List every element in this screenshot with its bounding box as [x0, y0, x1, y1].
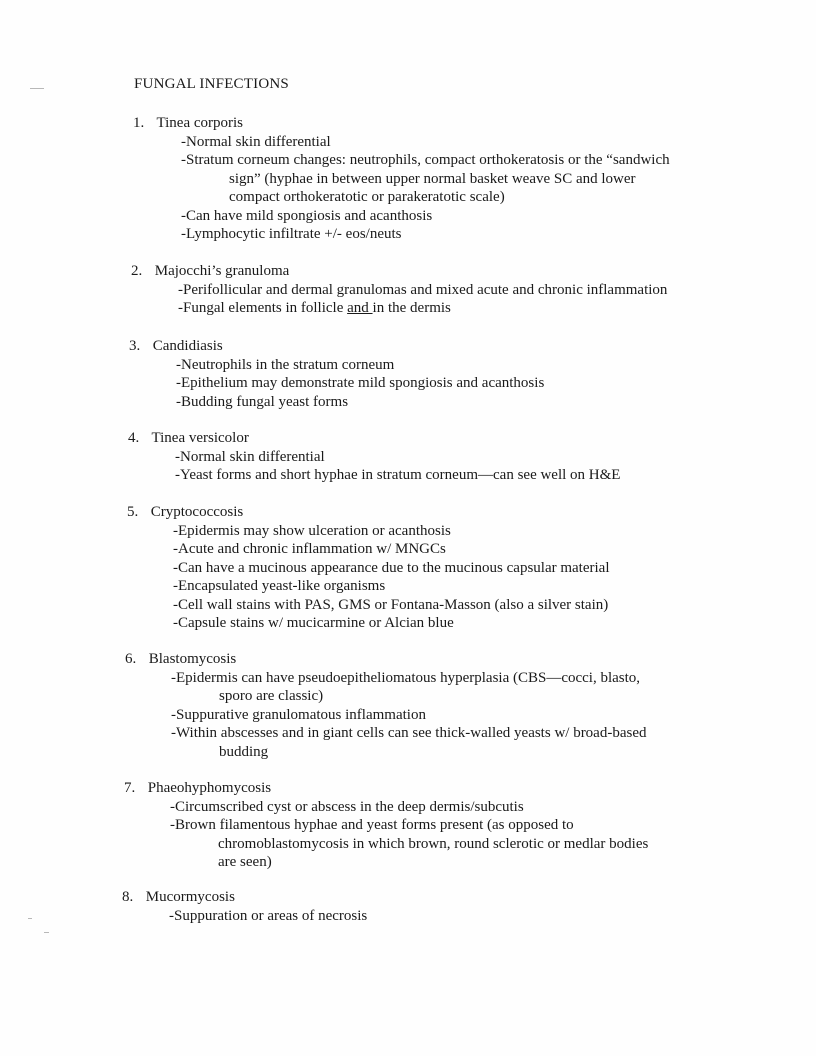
bullet-continuation: are seen) [218, 854, 272, 870]
section-title: Tinea versicolor [151, 430, 249, 446]
bullet-line: -Epidermis can have pseudoepitheliomatous hyperplasia (CBS—cocci, blasto, [171, 669, 641, 686]
bullet-list [128, 448, 620, 485]
bullet-line: -Budding fungal yeast forms [176, 393, 349, 410]
section-heading [128, 429, 620, 448]
bullet-line: -Epidermis may show ulceration or acanthosis [173, 522, 451, 539]
section-title: Majocchi’s granuloma [154, 263, 290, 279]
underlined-text: and [347, 300, 373, 316]
bullet-list [133, 133, 670, 244]
bullet-text: -Fungal elements in follicle [178, 300, 348, 316]
section-heading [124, 779, 648, 798]
section-tinea-versicolor [128, 429, 620, 485]
bullet-line: -Brown filamentous hyphae and yeast forms present (as opposed to [170, 817, 574, 833]
section-heading [129, 337, 544, 356]
section-title: Candidiasis [152, 338, 223, 354]
bullet-list [127, 522, 610, 633]
section-title: Mucormycosis [145, 889, 235, 905]
section-phaeohyphomycosis [124, 779, 648, 872]
bullet-line: -Lymphocytic infiltrate +/- eos/neuts [181, 226, 402, 242]
section-tinea-corporis [133, 114, 670, 244]
section-number: 7. [124, 780, 136, 796]
section-number: 6. [125, 651, 137, 667]
section-number: 8. [122, 889, 134, 905]
section-number: 3. [129, 338, 141, 354]
bullet-text: in the dermis [372, 300, 451, 316]
bullet-line: -Capsule stains w/ mucicarmine or Alcian blue [173, 615, 454, 631]
section-cryptococcosis [127, 503, 610, 633]
bullet-line: -Stratum corneum changes: neutrophils, compact orthokeratosis or the “sandwich [181, 152, 670, 168]
bullet-list [124, 798, 648, 872]
section-title: Tinea corporis [156, 115, 244, 131]
bullet-list [129, 356, 544, 412]
bullet-continuation: sign” (hyphae in between upper normal basket weave SC and lower [229, 170, 636, 187]
scan-speck [28, 918, 32, 919]
bullet-continuation: budding [219, 743, 269, 760]
document-title: FUNGAL INFECTIONS [134, 76, 289, 92]
bullet-line: -Acute and chronic inflammation w/ MNGCs [173, 541, 446, 557]
section-majocchis-granuloma [131, 262, 667, 318]
section-title: Blastomycosis [148, 651, 237, 667]
section-heading [133, 114, 670, 133]
bullet-line: -Perifollicular and dermal granulomas and mixed acute and chronic inflammation [178, 281, 668, 298]
scan-speck [30, 88, 44, 89]
bullet-continuation: chromoblastomycosis in which brown, round sclerotic or medlar bodies [218, 835, 649, 852]
bullet-line: -Encapsulated yeast-like organisms [173, 578, 386, 594]
bullet-line: -Neutrophils in the stratum corneum [176, 356, 395, 373]
bullet-line: -Cell wall stains with PAS, GMS or Fontana-Masson (also a silver stain) [173, 596, 609, 613]
section-blastomycosis [125, 650, 647, 761]
section-mucormycosis [122, 888, 367, 925]
bullet-line: -Can have mild spongiosis and acanthosis [181, 207, 433, 224]
bullet-line: -Epithelium may demonstrate mild spongiosis and acanthosis [176, 375, 545, 391]
bullet-line: -Suppurative granulomatous inflammation [171, 706, 426, 723]
bullet-list [131, 281, 667, 318]
section-title: Phaeohyphomycosis [147, 780, 272, 796]
section-heading [122, 888, 367, 907]
bullet-line: -Yeast forms and short hyphae in stratum corneum—can see well on H&E [175, 467, 621, 483]
section-candidiasis [129, 337, 544, 411]
section-number: 2. [131, 263, 143, 279]
bullet-line: -Suppuration or areas of necrosis [169, 907, 368, 924]
section-number: 5. [127, 504, 139, 520]
section-heading [125, 650, 647, 669]
bullet-line: -Within abscesses and in giant cells can see thick-walled yeasts w/ broad-based [171, 725, 647, 741]
bullet-line: -Circumscribed cyst or abscess in the deep dermis/subcutis [170, 798, 524, 815]
bullet-list [125, 669, 647, 762]
bullet-line: -Can have a mucinous appearance due to the mucinous capsular material [173, 559, 610, 576]
bullet-continuation: sporo are classic) [219, 688, 324, 704]
bullet-line [178, 299, 667, 318]
section-heading [127, 503, 610, 522]
bullet-continuation: compact orthokeratotic or parakeratotic scale) [229, 189, 505, 205]
section-title: Cryptococcosis [150, 504, 244, 520]
bullet-line: -Normal skin differential [175, 448, 325, 465]
section-number: 1. [133, 115, 145, 131]
bullet-list [122, 907, 367, 926]
scan-speck [44, 932, 49, 933]
section-heading [131, 262, 667, 281]
bullet-line: -Normal skin differential [181, 133, 331, 150]
section-number: 4. [128, 430, 140, 446]
